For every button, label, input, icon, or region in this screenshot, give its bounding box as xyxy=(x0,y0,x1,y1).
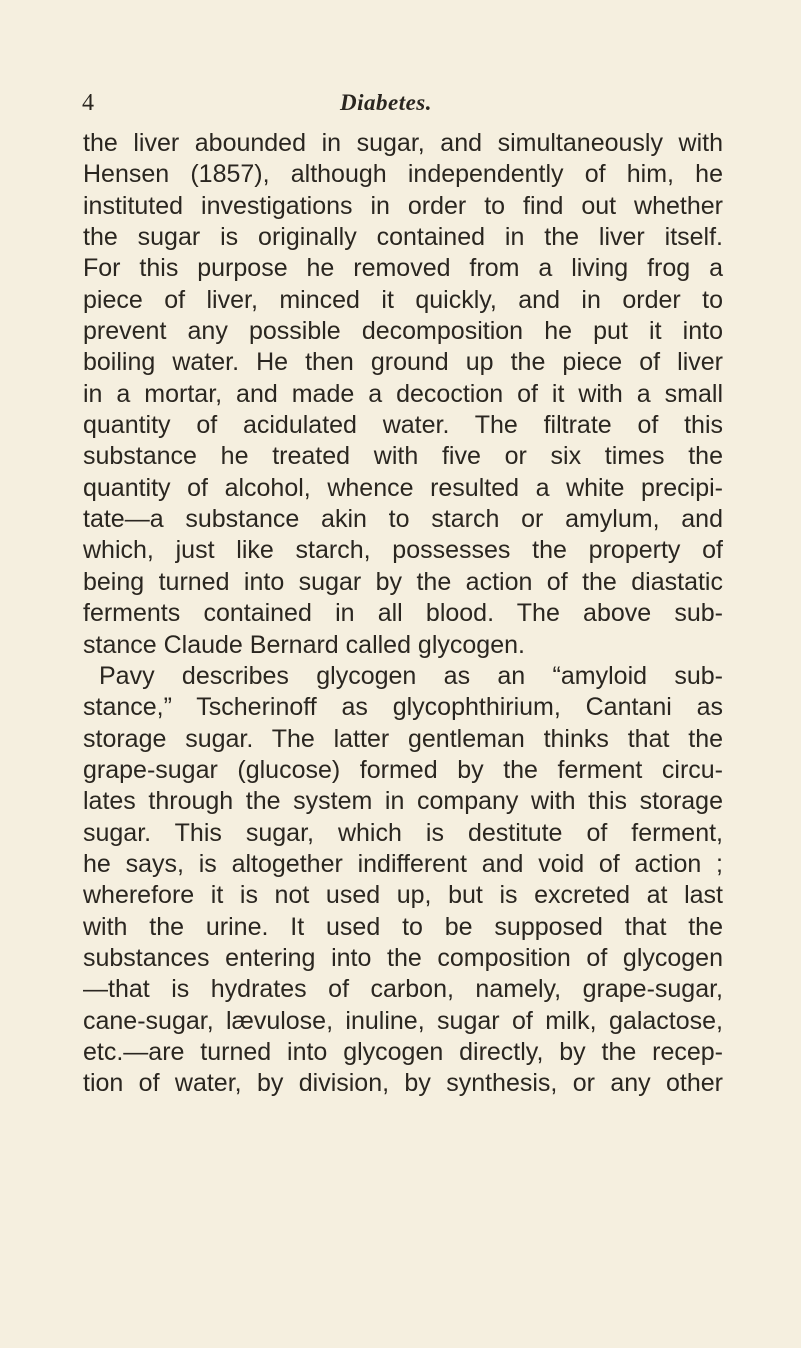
text-line: boiling water. He then ground up the piece of liver xyxy=(83,348,723,377)
text-line: Pavy describes glycogen as an “amyloid sub- xyxy=(99,661,723,690)
page-number: 4 xyxy=(82,90,94,116)
text-line: ferments contained in all blood. The above sub- xyxy=(83,599,723,628)
text-line: substances entering into the composition of glycogen xyxy=(83,943,723,972)
text-line: lates through the system in company with this storage xyxy=(83,787,723,816)
running-title: Diabetes. xyxy=(340,90,433,115)
text-line: etc.—are turned into glycogen directly, by the recep- xyxy=(83,1037,723,1066)
text-line: quantity of acidulated water. The filtrate of this xyxy=(83,411,723,440)
text-line: cane-sugar, lævulose, inuline, sugar of milk, galactose, xyxy=(83,1006,723,1035)
text-line: tate—a substance akin to starch or amylum, and xyxy=(83,505,723,534)
text-line: prevent any possible decomposition he put it into xyxy=(83,317,723,346)
text-line: which, just like starch, possesses the property of xyxy=(83,536,723,565)
text-line: For this purpose he removed from a living frog a xyxy=(83,254,723,283)
text-line: sugar. This sugar, which is destitute of ferment, xyxy=(83,818,723,847)
text-line: tion of water, by division, by synthesis, or any other xyxy=(83,1069,723,1098)
text-line: —that is hydrates of carbon, namely, grape-sugar, xyxy=(83,975,723,1004)
text-line: substance he treated with five or six times the xyxy=(83,442,723,471)
text-line: storage sugar. The latter gentleman thinks that the xyxy=(83,724,723,753)
text-line: grape-sugar (glucose) formed by the ferment circu- xyxy=(83,755,723,784)
running-head xyxy=(0,88,801,118)
text-line: stance Claude Bernard called glycogen. xyxy=(83,630,525,659)
text-line: the liver abounded in sugar, and simultaneously with xyxy=(83,129,723,157)
text-line: stance,” Tscherinoff as glycophthirium, Cantani as xyxy=(83,693,723,722)
text-line: he says, is altogether indifferent and void of action ; xyxy=(83,849,723,878)
text-line: quantity of alcohol, whence resulted a white precipi- xyxy=(83,473,723,502)
body-text xyxy=(83,128,723,1100)
text-line: instituted investigations in order to find out whether xyxy=(83,191,723,220)
text-line: Hensen (1857), although independently of him, he xyxy=(83,160,723,189)
text-line: being turned into sugar by the action of the diastatic xyxy=(83,567,723,596)
text-line: in a mortar, and made a decoction of it with a small xyxy=(83,379,723,408)
text-line: wherefore it is not used up, but is excreted at last xyxy=(83,881,723,910)
text-line: with the urine. It used to be supposed that the xyxy=(83,912,723,941)
text-line: the sugar is originally contained in the liver itself. xyxy=(83,223,723,252)
text-line: piece of liver, minced it quickly, and in order to xyxy=(83,285,723,314)
